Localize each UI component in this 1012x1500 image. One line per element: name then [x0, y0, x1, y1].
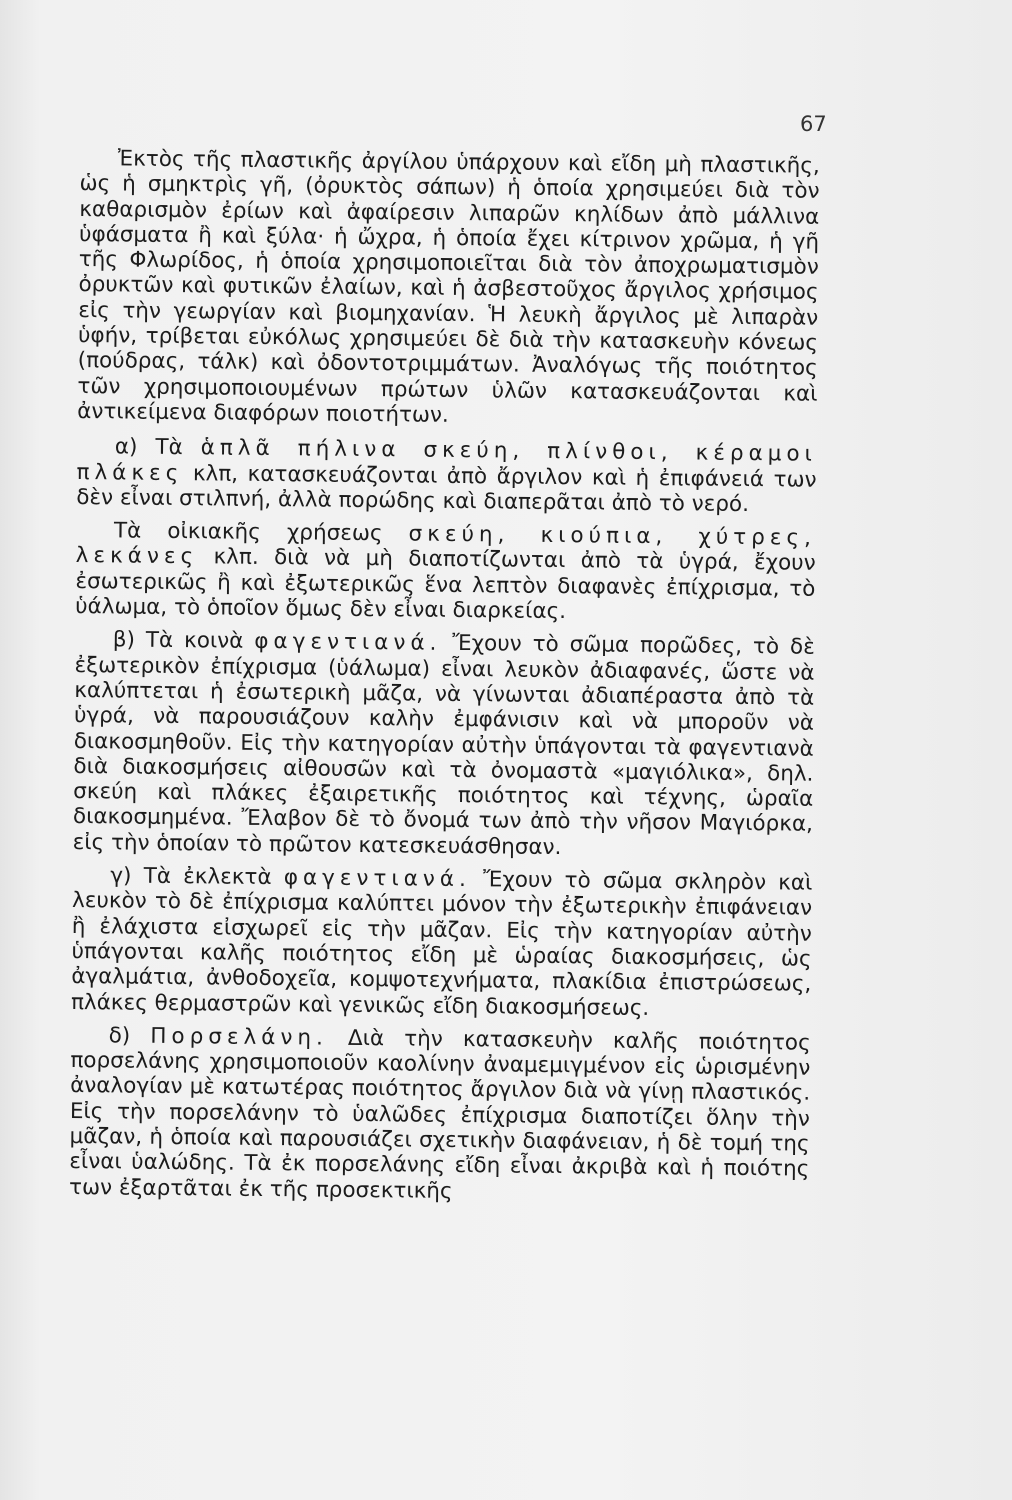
paragraph-label: β) Τὰ κοινὰ	[112, 627, 244, 655]
paragraph-text: Ἐκτὸς τῆς πλαστικῆς ἀργίλου ὑπάρχουν καὶ εἴδη μὴ πλαστικῆς, ὡς ἡ σμηκτρὶς γῆ, (ὀρυκτὸς σάπων) ἡ ὁποία χρησιμεύει διὰ τὸν καθαρισμὸν ἐρίων καὶ ἀφαίρεσιν λιπαρῶν κηλίδων ἀπὸ μάλλινα ὑφάσματα ἢ καὶ ξύλα· ἡ ὤχρα, ἡ ὁποία ἔχει κίτρινον χρῶμα, ἡ γῆ τῆς Φλωρίδος, ἡ ὁποία χρησιμοποιεῖται διὰ τὸν ἀποχρωματισμὸν ὀρυκτῶν καὶ φυτικῶν ἐλαίων, καὶ ἡ ἀσβεστοῦχος ἄργιλος χρήσιμος εἰς τὴν γεωργίαν καὶ βιομηχανίαν. Ἡ λευκὴ ἄργιλος μὲ λιπαρὰν ὑφήν, τρίβεται εὐκόλως χρησιμεύει δὲ διὰ τὴν κατασκευὴν κόνεως (πούδρας, τάλκ) καὶ ὀδοντοτριμμάτων. Ἀναλόγως τῆς ποιότητος τῶν χρησιμοποιουμένων πρώτων ὑλῶν κατασκευάζονται καὶ ἀντικείμενα διαφόρων ποιοτήτων.	[77, 146, 820, 428]
body-text	[69, 146, 820, 1216]
paragraph-text: Ἔχουν τὸ σῶμα σκληρὸν καὶ λευκὸν τὸ δὲ ἐπίχρισμα καλύπτει μόνον τὴν ἐξωτερικὴν ἐπιφάνειαν ἢ ἐλάχιστα εἰσχωρεῖ εἰς τὴν μᾶζαν. Εἰς τὴν κατηγορίαν αὐτὴν ὑπάγονται καλῆς ποιότητος εἴδη μὲ ὡραίας διακοσμήσεις, ὡς ἀγαλμάτια, ἀνθοδοχεῖα, κομψοτεχνήματα, πλακίδια ἐπιστρώσεως, πλάκες θερμαστρῶν καὶ γενικῶς εἴδη διακοσμήσεως.	[70, 867, 813, 1021]
paragraph-b	[73, 627, 815, 862]
paragraph-a	[76, 434, 817, 518]
paragraph-term: φαγεντιανά.	[254, 629, 442, 657]
paragraph-label: α) Τὰ	[114, 434, 183, 461]
paragraph-label: δ)	[108, 1023, 131, 1049]
paragraph-term: Πορσελάνη.	[150, 1023, 329, 1051]
paragraph-c	[71, 863, 813, 1023]
paragraph-intro	[77, 146, 820, 432]
paragraph-text: Διὰ τὴν κατασκευὴν καλῆς ποιότητος πορσελάνης χρησιμοποιοῦν καολίνην ἀναμεμιγμένον εἰς ὡρισμένην ἀναλογίαν μὲ κατωτέρας ποιότητος ἄργιλον διὰ νὰ γίνῃ πλαστικός. Εἰς τὴν πορσελάνην τὸ ὑαλῶδες ἐπίχρισμα διαποτίζει ὅλην τὴν μᾶζαν, ἡ ὁποία καὶ παρουσιάζει σχετικὴν διαφάνειαν, ἡ δὲ τομή της εἶναι ὑαλώδης. Τὰ ἐκ πορσελάνης εἴδη εἶναι ἀκριβὰ καὶ ἡ ποιότης των ἐξαρτᾶται ἐκ τῆς προσεκτικῆς	[68, 1025, 811, 1204]
paragraph-household	[75, 518, 816, 627]
paragraph-label: γ) Τὰ ἐκλεκτὰ	[110, 863, 272, 891]
paragraph-text: κλπ, κατασκευάζονται ἀπὸ ἄργιλον καὶ ἡ ἐπιφάνειά των δὲν εἶναι στιλπνή, ἀλλὰ πορώδης καὶ διαπερᾶται ἀπὸ τὸ νερό.	[76, 460, 817, 517]
page-number: 67	[800, 112, 827, 136]
paragraph-text: κλπ. διὰ νὰ μὴ διαποτίζωνται ἀπὸ τὰ ὑγρά, ἔχουν ἐσωτερικῶς ἢ καὶ ἐξωτερικῶς ἕνα λεπτὸν διαφανὲς ἐπίχρισμα, τὸ ὑάλωμα, τὸ ὁποῖον ὅμως δὲν εἶναι διαρκείας.	[75, 544, 816, 625]
paragraph-term: σκεύη, κιούπια, χύτρες, λεκάνες	[75, 521, 817, 570]
paragraph-text: Ἔχουν τὸ σῶμα πορῶδες, τὸ δὲ ἐξωτερικὸν ἐπίχρισμα (ὑάλωμα) εἶναι λευκὸν ἀδιαφανές, ὥστε νὰ καλύπτεται ἡ ἐσωτερικὴ μᾶζα, νὰ γίνωνται ἀδιαπέραστα ἀπὸ τὰ ὑγρά, νὰ παρουσιάζουν καλὴν ἐμφάνισιν καὶ νὰ μποροῦν νὰ διακοσμηθοῦν. Εἰς τὴν κατηγορίαν αὐτὴν ὑπάγονται τὰ φαγεντιανὰ διὰ διακοσμήσεις αἰθουσῶν καὶ τὰ ὀνομαστὰ «μαγιόλικα», δηλ. σκεύη καὶ πλάκες ἐξαιρετικῆς ποιότητος καὶ τέχνης, ὡραῖα διακοσμημένα. Ἔλαβον δὲ τὸ ὄνομά των ἀπὸ τὴν νῆσον Μαγιόρκα, εἰς τὴν ὁποίαν τὸ πρῶτον κατεσκευάσθησαν.	[72, 631, 815, 860]
paragraph-term: ἁπλᾶ πήλινα σκεύη, πλίνθοι, κέραμοι πλάκες	[76, 435, 817, 486]
paragraph-d	[69, 1023, 811, 1208]
paragraph-label: Τὰ οἰκιακῆς χρήσεως	[113, 518, 383, 547]
paragraph-term: φαγεντιανά.	[283, 865, 472, 893]
